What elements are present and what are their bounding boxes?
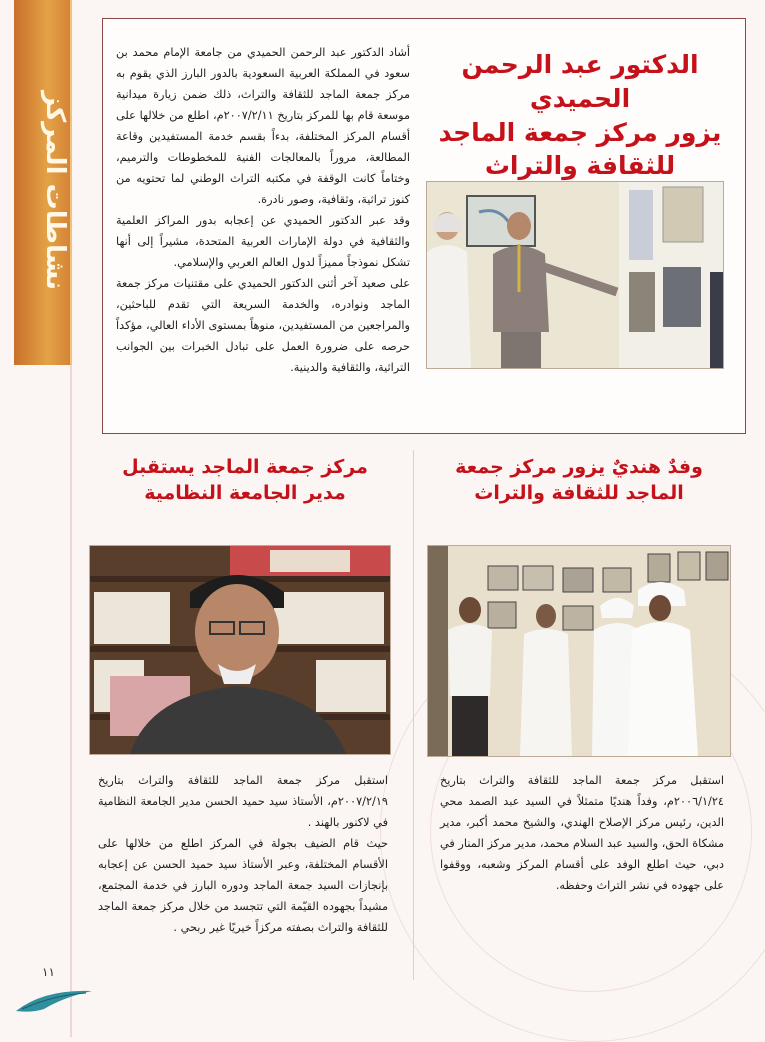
article2-title-line: وفدٌ هنديٌ يزور مركز جمعة xyxy=(455,456,703,478)
article1-title-line: للثقافة والتراث xyxy=(484,151,676,181)
article1-title xyxy=(425,48,735,183)
article2-body xyxy=(440,770,724,896)
section-tab xyxy=(14,0,70,365)
article1-paragraph: أشاد الدكتور عبد الرحمن الحميدي من جامعة الإمام محمد بن سعود في المملكة العربية السعودية بالدور البارز الذي يقوم به مركز جمعة الماجد للثقافة والتراث، ذلك ضمن زيارة ميدانية موسعة قام بها للمركز بتاريخ ٢٠٠٧/٢/١١م، اطلع من خلالها على أقسام المركز المختلفة، بدءاً بقسم خدمة المستفيدين وقاعة المطالعة، مروراً بالمعالجات الفنية للمخطوطات والترميم، وختاماً كانت الوقفة في مكتبه التراث الوطني لما تحتويه من كنوز تراثية، وثقافية، وصور نادرة. xyxy=(116,46,411,206)
column-divider xyxy=(413,450,414,980)
article1-title-line: الدكتور عبد الرحمن الحميدي xyxy=(461,50,699,113)
article1-title-line: يزور مركز جمعة الماجد xyxy=(438,117,722,147)
article3-body xyxy=(98,770,388,938)
article2-paragraph: استقبل مركز جمعة الماجد للثقافة والتراث بتاريخ ٢٠٠٦/١/٢٤م، وفداً هنديًا متمثلاً في السيد عبد الصمد محي الدين، رئيس مركز الإصلاح الهندي، والشيخ محمد أكبر، مدير مشكاة الحق، والسيد عبد السلام محمد، مدير مركز المنار في دبي، حيث اطلع الوفد على أقسام المركز وشعبه، ووقفوا على جهوده في نشر التراث وحفظه. xyxy=(440,774,724,892)
article2-photo xyxy=(427,545,731,757)
article1-photo xyxy=(426,181,724,369)
article2-title-line: الماجد للثقافة والتراث xyxy=(474,481,684,504)
article3-title-line: مركز جمعة الماجد يستقبل xyxy=(122,456,368,478)
left-margin-line xyxy=(70,0,72,1037)
article1-paragraph: على صعيد آخر أثنى الدكتور الحميدي على مقتنيات مركز جمعة الماجد ونوادره، والخدمة السريعة التي تقدم للباحثين، والمراجعين من المستفيدين، منوهاً بمستوى الأداء العالي، مؤكداً حرصه على ضرورة العمل على تبادل الخبرات بين الجوانب التراثية، والثقافية والدينية. xyxy=(116,277,410,374)
article3-photo xyxy=(89,545,391,755)
article1-body xyxy=(116,42,410,378)
article1-paragraph: وقد عبر الدكتور الحميدي عن إعجابه بدور المراكز العلمية والثقافية في دولة الإمارات العربية المتحدة، مشيراً إلى أنها تشكل نموذجاً مميزاً لدول العالم العربي والإسلامي. xyxy=(116,214,410,269)
article3-paragraph: استقبل مركز جمعة الماجد للثقافة والتراث بتاريخ ٢٠٠٧/٢/١٩م، الأستاذ سيد حميد الحسن مدير الجامعة النظامية في لاكنور بالهند . xyxy=(98,774,388,829)
feather-ornament xyxy=(14,985,94,1015)
article3-title xyxy=(90,455,400,506)
article2-title xyxy=(424,455,734,506)
article3-title-line: مدير الجامعة النظامية xyxy=(144,481,346,504)
page-number: ١١ xyxy=(42,965,55,979)
article3-paragraph: حيث قام الضيف بجولة في المركز اطلع من خلالها على الأقسام المختلفة، وعبر الأستاذ سيد حميد الحسن عن إعجابه بإنجازات السيد جمعة الماجد ودوره البارز في خدمة المجتمع، مشيداً بجهوده القيّمة التي تتجسد من خلال مركز جمعة الماجد للثقافة والتراث بصفته مركزاً خيريًا غير ربحي . xyxy=(98,837,388,934)
section-tab-label: نشاطات المركز xyxy=(40,90,70,290)
